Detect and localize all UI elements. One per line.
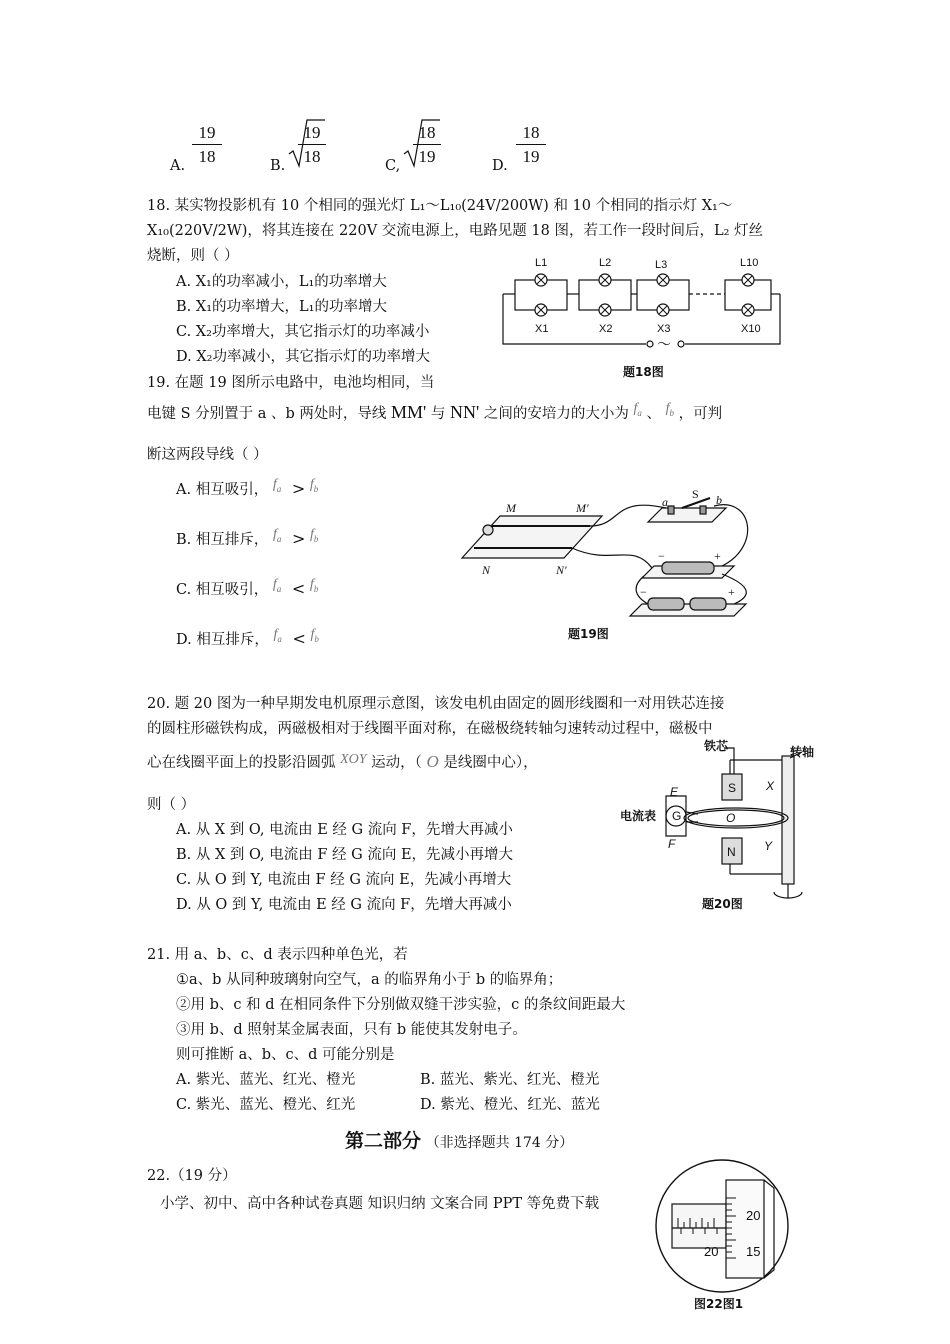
subscript-b: b [314, 633, 319, 644]
q18-option-c: C. X₂功率增大，其它指示灯的功率减小 [176, 324, 430, 340]
f-symbol: f [309, 577, 314, 592]
q22-figure-caption: 图22图1 [694, 1297, 744, 1310]
force-fa [273, 527, 281, 542]
subscript-a: a [276, 533, 282, 544]
subscript-a: a [637, 407, 642, 418]
thimble-scale-20: 20 [746, 1208, 761, 1223]
label-m-prime: M′ [576, 501, 589, 515]
q21-condition-3: ③用 b、d 照射某金属表面，只有 b 能使其发射电子。 [176, 1022, 527, 1038]
q21-option-d: D. 紫光、橙光、红光、蓝光 [420, 1097, 600, 1113]
lamp-label-x1: X1 [535, 323, 549, 335]
q20-option-b: B. 从 X 到 O, 电流由 F 经 G 流向 E，先减小再增大 [176, 847, 514, 863]
battery-minus-2: − [640, 585, 647, 599]
q20-stem-line3-mid: 运动，（ [371, 755, 422, 771]
q20-stem-line1: 20. 题 20 图为一种早期发电机原理示意图，该发电机由固定的圆形线圈和一对用铁芯连接 [147, 696, 725, 712]
relation-symbol: < [292, 629, 306, 648]
q18-figure-caption: 题18图 [623, 365, 664, 379]
q19-option-c [176, 578, 318, 600]
force-fb [310, 527, 318, 542]
subscript-a: a [276, 483, 282, 494]
denominator: 18 [303, 147, 321, 166]
q20-generator-figure [618, 734, 830, 912]
fraction-bar [192, 144, 222, 145]
q20-stem-line3 [147, 751, 538, 772]
denominator: 19 [418, 147, 436, 166]
option-text: A. 相互吸引， [176, 482, 269, 498]
q17-option-d-fraction [516, 122, 546, 167]
f-symbol: f [272, 527, 277, 542]
q19-stem-line2-end: 之间的安培力的大小为 [483, 406, 629, 422]
battery-minus-1: − [658, 549, 665, 563]
q19-stem-line2-start: 电键 S 分别置于 a 、b 两处时，导线 [147, 406, 387, 422]
part2-heading [345, 1126, 573, 1153]
lamp-label-l1: L1 [535, 257, 548, 269]
ac-source-symbol: ～ [657, 336, 671, 352]
q20-stem-line4: 则（ ） [147, 797, 196, 813]
q17-option-c-label: C, [385, 158, 401, 174]
q20-option-a: A. 从 X 到 O, 电流由 E 经 G 流向 F，先增大再减小 [176, 822, 513, 838]
q19-option-b [176, 528, 318, 550]
label-b: b [716, 493, 722, 507]
f-symbol: f [272, 477, 277, 492]
label-n-prime: N′ [556, 563, 567, 577]
q19-option-a [176, 478, 318, 500]
q19-separator: 、 [646, 406, 661, 422]
q17-option-a-label: A. [170, 158, 186, 174]
q21-option-c: C. 紫光、蓝光、橙光、红光 [176, 1097, 356, 1113]
lamp-label-x2: X2 [599, 323, 613, 335]
label-n: N [482, 563, 491, 577]
battery-plus-2: + [728, 585, 735, 599]
lamp-label-x10: X10 [741, 323, 761, 335]
q20-figure-caption: 题20图 [702, 897, 743, 911]
q20-stem-line3-start: 心在线圈平面上的投影沿圆弧 [147, 755, 336, 771]
subscript-b: b [313, 583, 319, 594]
option-text: D. 相互排斥， [176, 632, 269, 648]
relation-symbol: > [291, 529, 306, 548]
subscript-b: b [669, 407, 674, 418]
subscript-a: a [277, 633, 282, 644]
fraction-bar [413, 144, 441, 145]
f-symbol: f [309, 477, 314, 492]
q17-option-b-label: B. [270, 158, 286, 174]
part2-title: 第二部分 [345, 1130, 422, 1152]
f-symbol: f [272, 577, 277, 592]
wire-nn: NN' [450, 402, 480, 422]
force-fb [310, 627, 318, 642]
f-symbol: f [633, 401, 638, 416]
lamp-label-l3: L3 [655, 259, 668, 271]
arc-xoy: XOY [340, 752, 367, 767]
force-fb [666, 401, 674, 416]
part2-subtitle: （非选择题共 174 分） [425, 1135, 574, 1151]
denominator: 18 [198, 147, 216, 166]
battery-plus-1: + [714, 549, 721, 563]
ammeter-label: 电流表 [620, 809, 657, 823]
q17-option-b-fraction [298, 122, 326, 167]
q17-option-d-label: D. [492, 158, 508, 174]
denominator: 19 [522, 147, 540, 166]
q20-option-c: C. 从 O 到 Y, 电流由 F 经 G 流向 E，先减小再增大 [176, 872, 512, 888]
q17-option-c-fraction [413, 122, 441, 167]
q22-heading: 22.（19 分） [147, 1168, 237, 1184]
q18-option-b: B. X₁的功率增大，L₁的功率增大 [176, 299, 387, 315]
label-a: a [662, 495, 668, 509]
q19-stem-line3: 断这两段导线（ ） [147, 447, 268, 463]
q18-option-a: A. X₁的功率减小，L₁的功率增大 [176, 274, 387, 290]
magnet-s-label: S [728, 781, 737, 795]
f-symbol: f [665, 401, 670, 416]
q21-condition-1: ①a、b 从同种玻璃射向空气，a 的临界角小于 b 的临界角； [176, 972, 563, 988]
numerator: 18 [418, 123, 436, 142]
force-fa [273, 477, 281, 492]
option-text: B. 相互排斥， [176, 532, 269, 548]
f-symbol: f [310, 527, 314, 542]
galvanometer-g-label: G [672, 809, 682, 823]
q21-inference: 则可推断 a、b、c、d 可能分别是 [176, 1047, 395, 1063]
magnet-n-label: N [727, 845, 736, 859]
f-symbol: f [273, 627, 278, 642]
relation-symbol: < [291, 579, 306, 598]
q19-option-d [176, 628, 319, 650]
fraction-bar [516, 144, 546, 145]
subscript-b: b [313, 483, 319, 494]
q20-stem-line3-end: 是线圈中心）， [443, 755, 538, 771]
q20-stem-line2: 的圆柱形磁铁构成，两磁极相对于线圈平面对称，在磁极绕转轴匀速转动过程中，磁极中 [147, 721, 713, 737]
lamp-label-l10: L10 [740, 257, 759, 269]
q18-stem-line3: 烧断，则（ ） [147, 248, 239, 264]
f-symbol: f [310, 627, 315, 642]
q18-stem-line1: 18. 某实物投影机有 10 个相同的强光灯 L₁～L₁₀(24V/200W) 和 10 个相同的指示灯 X₁～ [147, 198, 733, 214]
q17-option-a-fraction [192, 122, 222, 167]
option-text: C. 相互吸引， [176, 582, 269, 598]
coil-center-o: O [426, 752, 439, 771]
relation-symbol: > [291, 479, 306, 498]
q21-condition-2: ②用 b、c 和 d 在相同条件下分别做双缝干涉实验，c 的条纹间距最大 [176, 997, 626, 1013]
q21-stem: 21. 用 a、b、c、d 表示四种单色光，若 [147, 947, 408, 963]
numerator: 18 [522, 123, 540, 142]
q22-download-note: 小学、初中、高中各种试卷真题 知识归纳 文案合同 PPT 等免费下载 [160, 1196, 600, 1212]
rotation-axis-label: 转轴 [790, 745, 815, 759]
q21-option-a: A. 紫光、蓝光、红光、橙光 [176, 1072, 356, 1088]
fraction-bar [298, 144, 326, 145]
q19-stem-line1: 19. 在题 19 图所示电路中，电池均相同，当 [147, 375, 435, 391]
q19-stem-line2 [147, 402, 722, 424]
sleeve-scale-20: 20 [704, 1244, 719, 1259]
numerator: 19 [198, 123, 216, 142]
terminal-e-label: E [670, 785, 679, 799]
q20-option-d: D. 从 O 到 Y, 电流由 E 经 G 流向 F，先增大再减小 [176, 897, 512, 913]
q22-micrometer-figure [652, 1158, 792, 1310]
iron-core-label: 铁芯 [704, 739, 729, 753]
q19-circuit-figure [452, 486, 782, 646]
wire-mm: MM' [391, 402, 427, 422]
q19-and: 与 [430, 406, 446, 422]
label-switch-s: S [692, 487, 699, 501]
q19-figure-caption: 题19图 [568, 627, 609, 641]
force-fb [310, 477, 318, 492]
force-fa [273, 577, 281, 592]
q21-option-b: B. 蓝光、紫光、红光、橙光 [420, 1072, 600, 1088]
lamp-label-l2: L2 [599, 257, 612, 269]
force-fa [273, 627, 281, 642]
point-x-label: X [766, 779, 775, 793]
point-y-label: Y [764, 839, 773, 853]
terminal-f-label: F [668, 837, 676, 851]
label-m: M [506, 501, 516, 515]
numerator: 19 [303, 123, 321, 142]
force-fa [633, 401, 641, 416]
subscript-b: b [313, 533, 319, 544]
point-o-label: O [726, 811, 736, 825]
lamp-label-x3: X3 [657, 323, 671, 335]
q18-stem-line2: X₁₀(220V/2W)，将其连接在 220V 交流电源上，电路见题 18 图，若工作一段时间后，L₂ 灯丝 [147, 223, 764, 239]
subscript-a: a [276, 583, 282, 594]
q18-option-d: D. X₂功率减小，其它指示灯的功率增大 [176, 349, 430, 365]
q18-circuit-figure [495, 252, 795, 382]
q19-stem-line2-tail: ，可判 [678, 406, 723, 422]
thimble-scale-15: 15 [746, 1244, 761, 1259]
force-fb [310, 577, 318, 592]
